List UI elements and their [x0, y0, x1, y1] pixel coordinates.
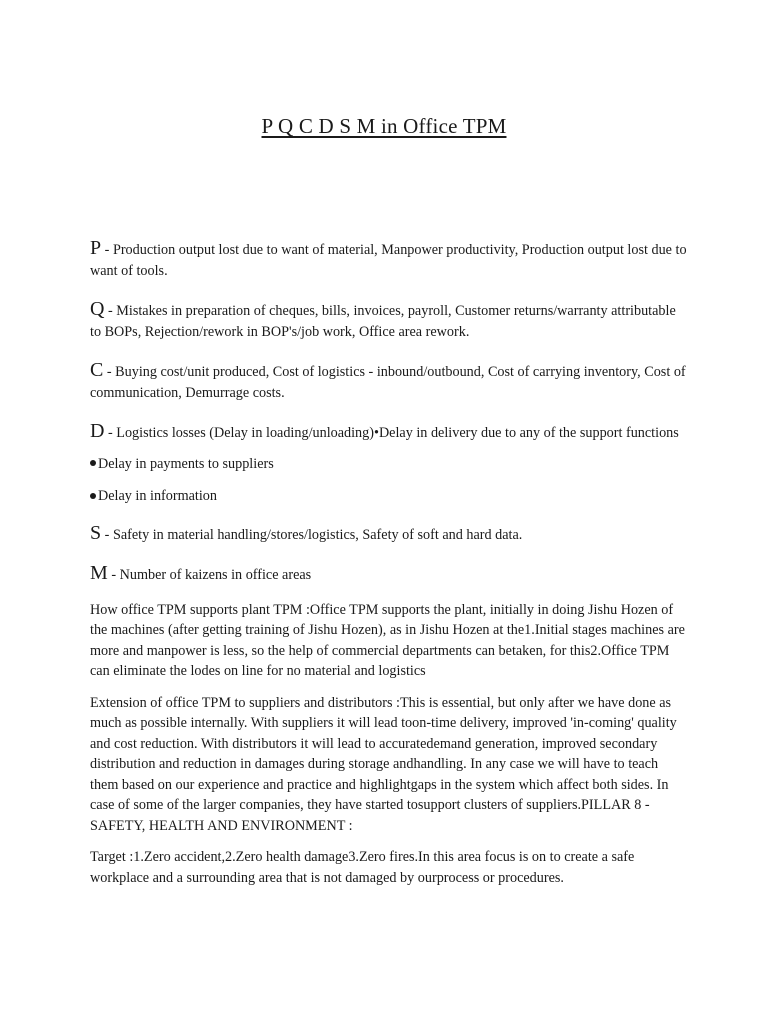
- paragraph-office-tpm-support: How office TPM supports plant TPM :Office TPM supports the plant, initially in doing Jishu Hozen of the machines (after getting training of Jishu Hozen), as in Jishu Hozen at the1.Initial stages machines are more and manpower is less, so the help of commercial departments can betaken, for this2.Office TPM can eliminate the lodes on line for no material and logistics: [90, 601, 685, 679]
- page-title: P Q C D S M in Office TPM: [261, 114, 507, 138]
- bullet-text: Delay in information: [98, 488, 217, 504]
- item-letter: M: [90, 562, 108, 584]
- item-text: - Logistics losses (Delay in loading/unloading)•Delay in delivery due to any of the support functions: [104, 425, 679, 441]
- item-text: - Safety in material handling/stores/logistics, Safety of soft and hard data.: [101, 526, 523, 543]
- item-text: - Buying cost/unit produced, Cost of logistics - inbound/outbound, Cost of carrying inventory, Cost of communication, Demurrage costs.: [90, 364, 686, 401]
- item-text: - Number of kaizens in office areas: [107, 567, 312, 583]
- document-body: [90, 238, 690, 899]
- item-m: [90, 563, 690, 586]
- item-letter: C: [90, 359, 104, 381]
- item-s: [90, 523, 690, 546]
- paragraph-target: Target :1.Zero accident,2.Zero health damage3.Zero fires.In this area focus is on to create a safe workplace and a surrounding area that is not damaged by ourprocess or procedures.: [90, 849, 635, 886]
- paragraph-extension: Extension of office TPM to suppliers and distributors :This is essential, but only after we have done as much as possible internally. With suppliers it will lead toon-time delivery, improved 'in-coming' quality and cost reduction. With distributors it will lead to accuratedemand generation, improved secondary distribution and reduction in damages during storage andhandling. In any case we will have to teach them based on our experience and practice and highlightgaps in the system which affect both sides. In case of some of the larger companies, they have started tosupport clusters of suppliers.PILLAR 8 - SAFETY, HEALTH AND ENVIRONMENT :: [90, 694, 677, 834]
- item-letter: Q: [90, 298, 105, 320]
- item-p: [90, 238, 690, 281]
- bullet-text: Delay in payments to suppliers: [98, 455, 274, 472]
- bullet-icon: [90, 460, 96, 466]
- item-letter: P: [90, 237, 102, 259]
- item-q: [90, 299, 690, 342]
- item-letter: D: [90, 420, 105, 442]
- item-letter: S: [90, 521, 102, 544]
- item-text: - Mistakes in preparation of cheques, bills, invoices, payroll, Customer returns/warranty attributable to BOPs, Rejection/rework in BOP's/job work, Office area rework.: [90, 303, 676, 340]
- item-c: [90, 360, 690, 403]
- bullet-icon: [90, 493, 96, 499]
- item-d: [90, 421, 690, 444]
- bullet-item: [90, 486, 690, 507]
- bullet-item: [90, 454, 690, 475]
- item-text: - Production output lost due to want of material, Manpower productivity, Production output lost due to want of tools.: [90, 242, 687, 279]
